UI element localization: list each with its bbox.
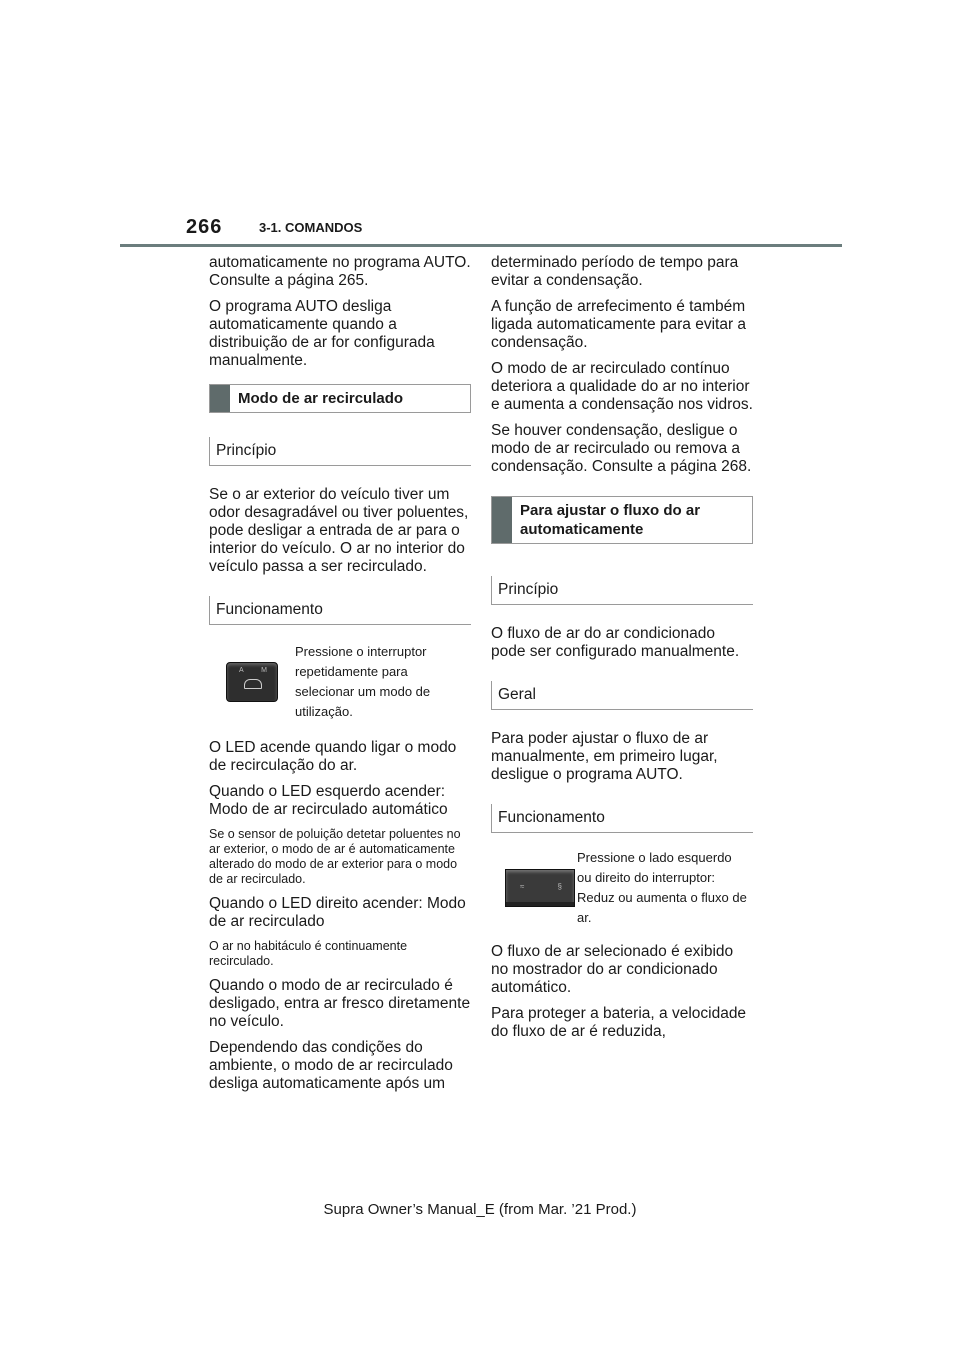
paragraph: O fluxo de ar do ar condicionado pode ser configurado manualmente. (491, 625, 740, 660)
paragraph-small: O ar no habitáculo é continuamente recirculado. (209, 939, 408, 968)
heading-bar (210, 385, 230, 412)
subheading-principle: Princípio (491, 576, 753, 605)
paragraph: O programa AUTO desliga automaticamente quando a distribuição de ar for configurada manualmente. (209, 298, 435, 369)
fan-decrease-icon: ≈ (520, 882, 525, 891)
subheading-general: Geral (491, 681, 753, 710)
figure-recirculation-switch (209, 637, 471, 727)
heading-text: Modo de ar recirculado (238, 390, 404, 407)
airflow-switch-icon (505, 869, 575, 907)
heading-bar (492, 497, 512, 543)
paragraph: Dependendo das condições do ambiente, o modo de ar recirculado desliga automaticamente após um (209, 1039, 453, 1092)
switch-label-a: A (239, 667, 244, 674)
paragraph: O modo de ar recirculado contínuo deteriora a qualidade do ar no interior e aumenta a condensação nos vidros. (491, 360, 753, 413)
paragraph: O fluxo de ar selecionado é exibido no mostrador do ar condicionado automático. (491, 943, 734, 996)
paragraph: Se o ar exterior do veículo tiver um odor desagradável ou tiver poluentes, pode desligar a entrada de ar para o interior do veículo. O ar no interior do veículo passa a ser recirculado. (209, 486, 469, 575)
paragraph: Se houver condensação, desligue o modo de ar recirculado ou remova a condensação. Consulte a página 268. (491, 422, 752, 475)
header-divider (120, 244, 842, 247)
car-recirculation-icon (244, 679, 262, 689)
right-column (491, 254, 753, 1049)
paragraph: Quando o LED direito acender: Modo de ar recirculado (209, 895, 466, 930)
fan-increase-icon: § (557, 882, 562, 891)
switch-image (491, 845, 577, 931)
footer-text: Supra Owner’s Manual_E (from Mar. ’21 Prod.) (323, 1201, 637, 1218)
recirculation-switch-icon (226, 662, 278, 702)
heading-text: Para ajustar o fluxo do ar automaticamente (520, 502, 701, 538)
heading-box-recirculation (209, 384, 471, 413)
paragraph: Para poder ajustar o fluxo de ar manualmente, em primeiro lugar, desligue o programa AUTO. (491, 730, 718, 783)
paragraph: automaticamente no programa AUTO. Consulte a página 265. (209, 254, 471, 289)
switch-image (209, 637, 295, 727)
subheading-operation: Funcionamento (209, 596, 471, 625)
paragraph: Quando o LED esquerdo acender: Modo de ar recirculado automático (209, 783, 448, 818)
switch-label-m: M (261, 667, 267, 674)
paragraph: Quando o modo de ar recirculado é desligado, entra ar fresco diretamente no veículo. (209, 977, 471, 1030)
subheading-principle: Princípio (209, 437, 471, 466)
figure-airflow-switch (491, 845, 753, 931)
paragraph: Para proteger a bateria, a velocidade do fluxo de ar é reduzida, (491, 1005, 747, 1040)
left-column (209, 254, 471, 1101)
paragraph: O LED acende quando ligar o modo de recirculação do ar. (209, 739, 457, 774)
heading-box-airflow (491, 496, 753, 544)
paragraph-small: Se o sensor de poluição detetar poluentes no ar exterior, o modo de ar é automaticamente alterado do modo de ar exterior para o modo de ar recirculado. (209, 827, 461, 886)
page-number: 266 (186, 216, 223, 238)
paragraph: A função de arrefecimento é também ligada automaticamente para evitar a condensação. (491, 298, 747, 351)
paragraph: determinado período de tempo para evitar a condensação. (491, 254, 739, 289)
figure-caption: Pressione o lado esquerdo ou direito do interruptor: Reduz ou aumenta o fluxo de ar. (577, 850, 747, 925)
subheading-operation: Funcionamento (491, 804, 753, 833)
figure-caption: Pressione o interruptor repetidamente para selecionar um modo de utilização. (295, 644, 431, 719)
section-title: 3-1. COMANDOS (259, 220, 363, 235)
